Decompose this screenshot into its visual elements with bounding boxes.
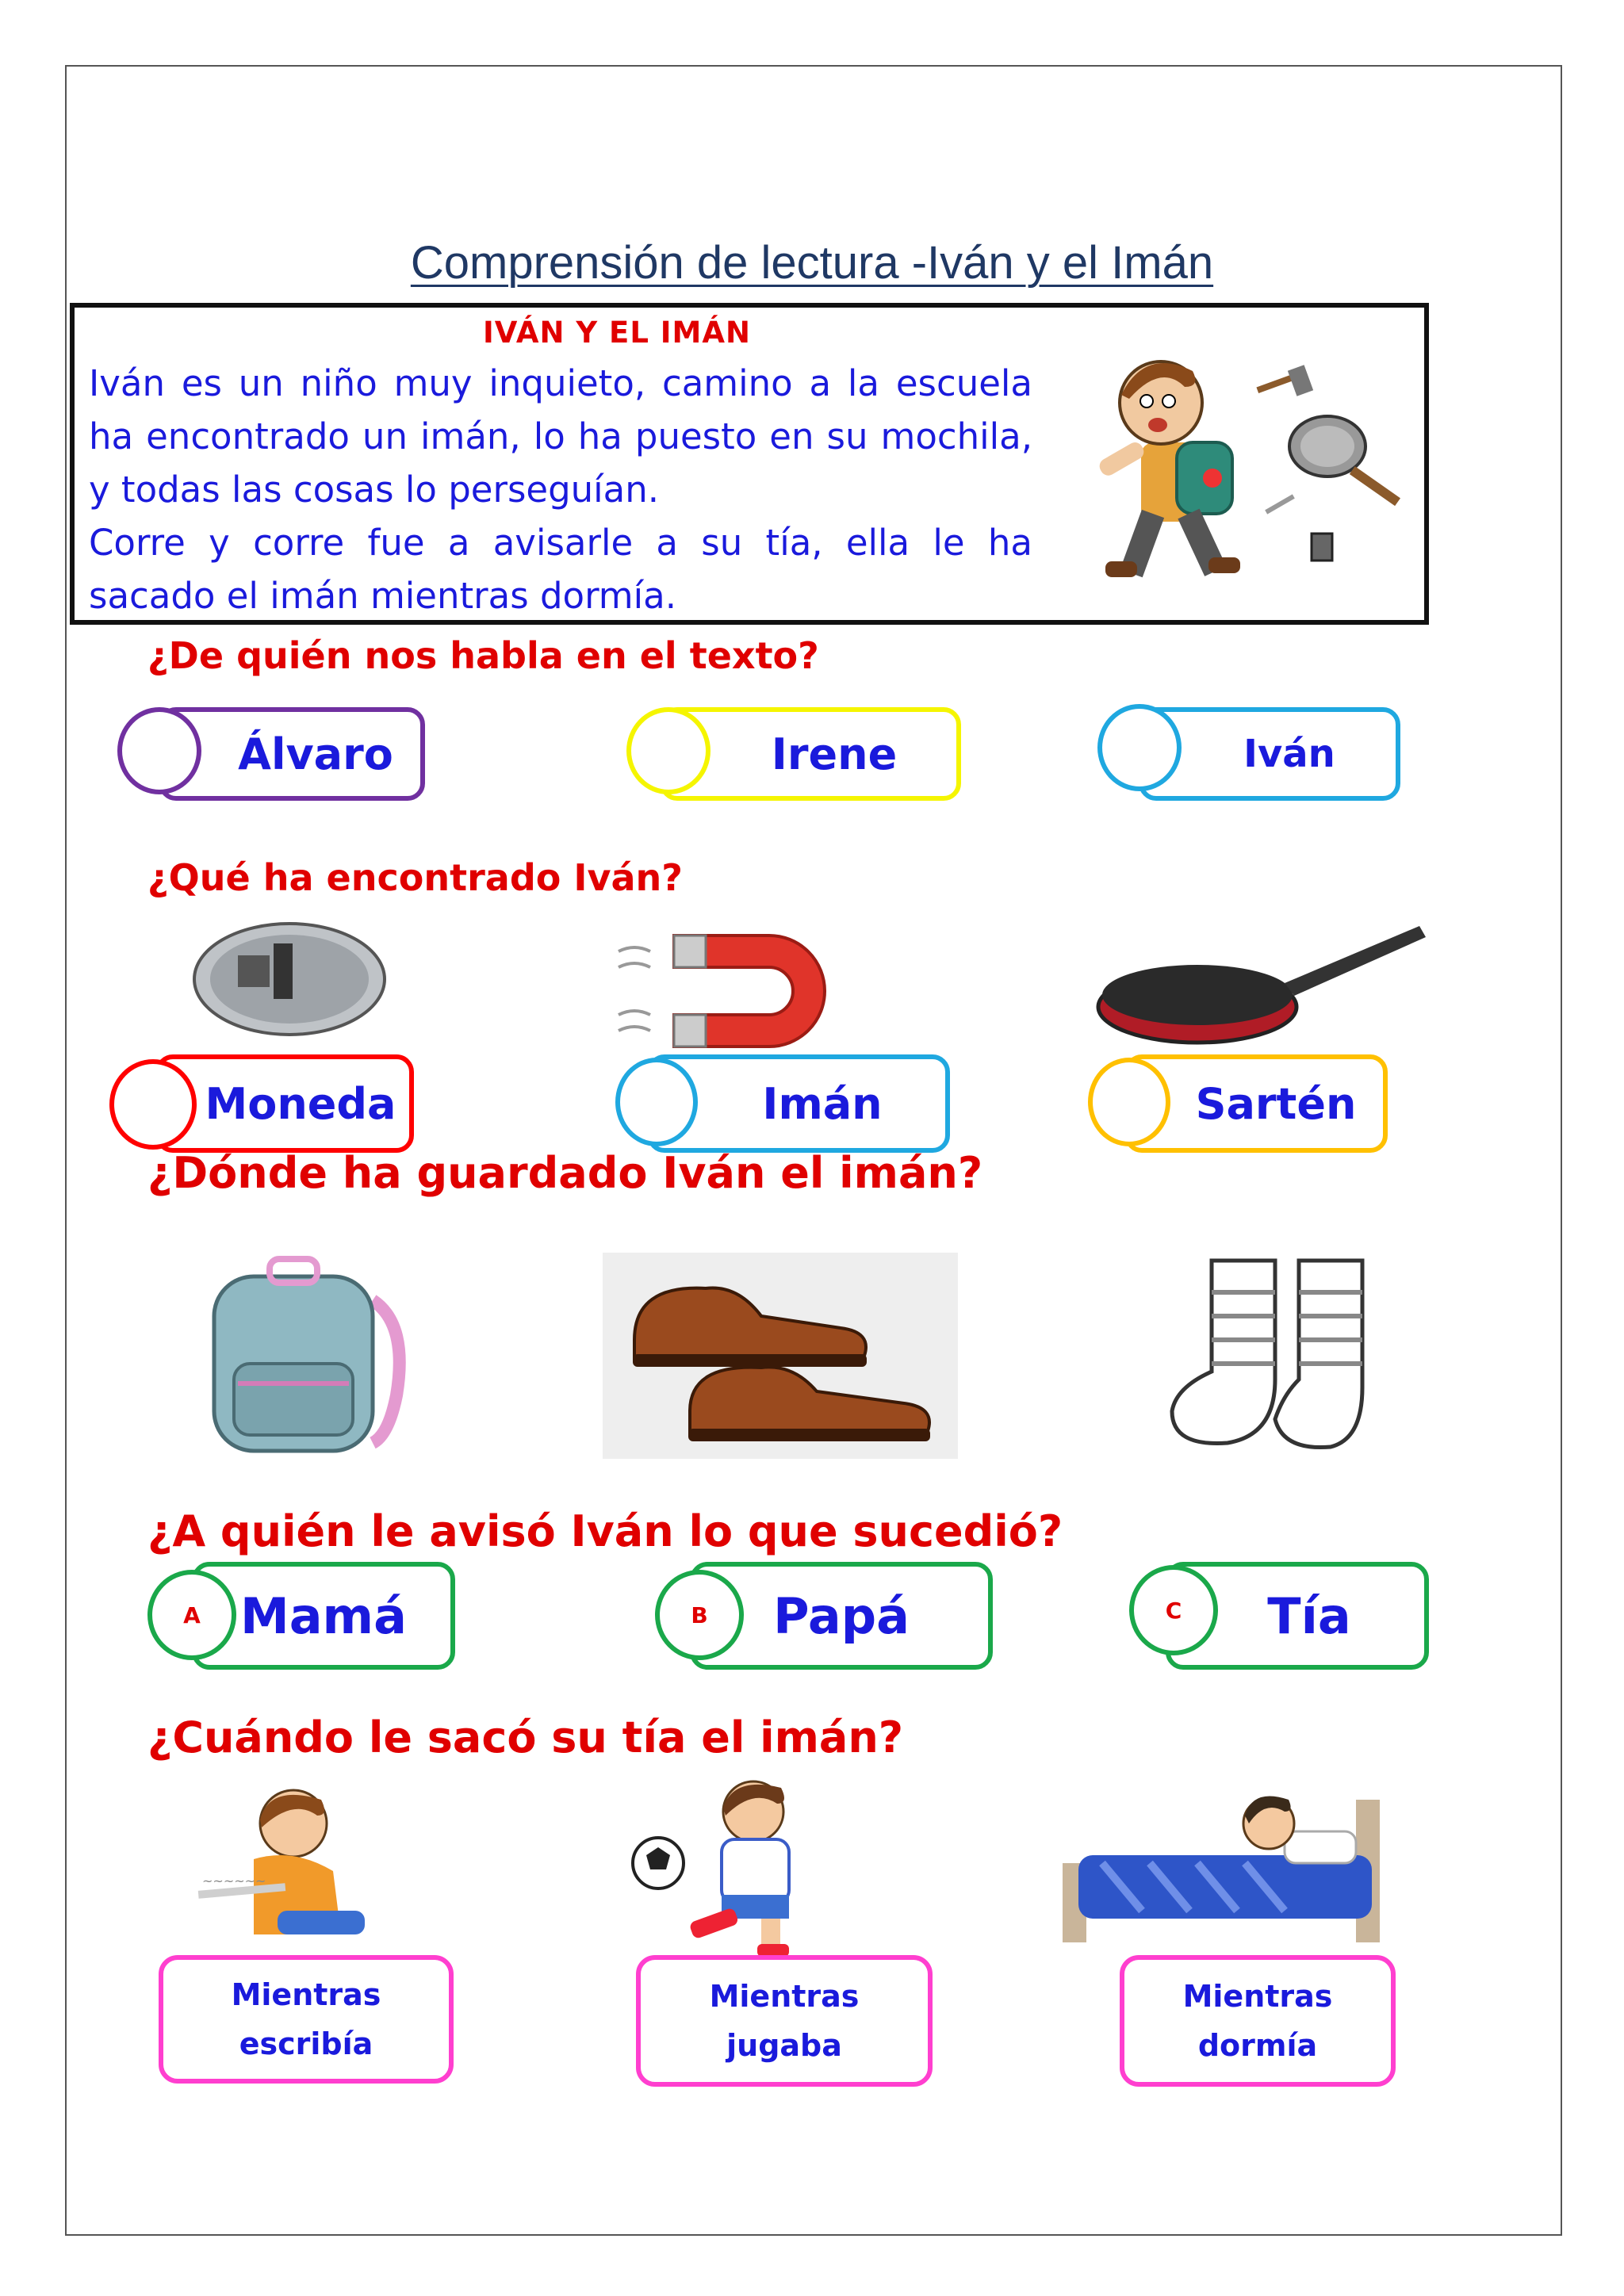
option-sarten-label: Sartén [1195,1078,1357,1129]
shoes-image [603,1253,958,1459]
option-c-circle[interactable] [1129,1565,1218,1655]
question-2: ¿Qué ha encontrado Iván? [147,856,683,899]
question-3: ¿Dónde ha guardado Iván el imán? [147,1148,983,1198]
option-alvaro-label: Álvaro [238,729,393,779]
option-irene-label: Irene [771,729,898,779]
option-mientras-dormia-label: Mientras dormía [1182,1979,1333,2063]
story-text [89,357,1032,622]
coin-image [190,920,389,1039]
spoon-icon [1265,494,1295,514]
option-a-circle[interactable] [147,1570,236,1660]
frying-pan-image [1094,920,1427,1054]
option-irene-circle[interactable] [626,707,710,794]
option-mientras-jugaba[interactable] [636,1955,933,2087]
option-mientras-escribia-label: Mientras escribía [231,1977,381,2061]
hammer-icon [1256,365,1313,396]
option-alvaro-circle[interactable] [117,707,201,794]
option-tia-label: Tía [1267,1586,1351,1645]
option-mientras-escribia[interactable] [159,1955,454,2084]
socks-image [1156,1253,1410,1459]
story-paragraph-2: Corre y corre fue a avisarle a su tía, ella le ha sacado el imán mientras dormía. [89,522,1032,617]
option-iman-label: Imán [762,1078,883,1129]
boy-writing-image [182,1784,389,1958]
story-heading: IVÁN Y EL IMÁN [483,316,751,350]
option-b-circle[interactable] [655,1570,744,1660]
option-papa-label: Papá [773,1586,910,1645]
frying-pan-icon [1289,416,1400,506]
can-icon [1312,534,1332,561]
option-c-letter: C [1165,1597,1182,1624]
boy-sleeping-image [1047,1776,1419,1950]
option-b-letter: B [691,1601,708,1628]
option-ivan-circle[interactable] [1097,704,1182,791]
magnet-image [611,920,864,1054]
page-title: Comprensión de lectura -Iván y el Imán [410,237,1214,289]
question-1: ¿De quién nos habla en el texto? [147,634,819,677]
story-paragraph-1: Iván es un niño muy inquieto, camino a la escuela ha encontrado un imán, lo ha puesto en su mochila, y todas las cosas lo perseguían. [89,362,1032,511]
option-ivan-label: Iván [1243,732,1335,776]
option-mama-label: Mamá [240,1586,407,1645]
option-mientras-jugaba-label: Mientras jugaba [709,1979,860,2063]
question-5: ¿Cuándo le sacó su tía el imán? [147,1712,904,1762]
boy-playing-soccer-image [626,1776,864,1958]
running-boy-illustration [1058,323,1407,609]
svg-text:~~~~~~: ~~~~~~ [202,1873,266,1888]
option-sarten-circle[interactable] [1088,1058,1170,1146]
backpack-image [198,1253,412,1459]
story-box [70,303,1429,625]
option-moneda-circle[interactable] [109,1059,197,1150]
option-mientras-dormia[interactable] [1120,1955,1396,2087]
question-4: ¿A quién le avisó Iván lo que sucedió? [147,1506,1063,1556]
option-a-letter: A [183,1601,201,1628]
boy-figure [1097,362,1240,577]
option-moneda-label: Moneda [205,1078,396,1129]
option-iman-circle[interactable] [615,1058,698,1146]
